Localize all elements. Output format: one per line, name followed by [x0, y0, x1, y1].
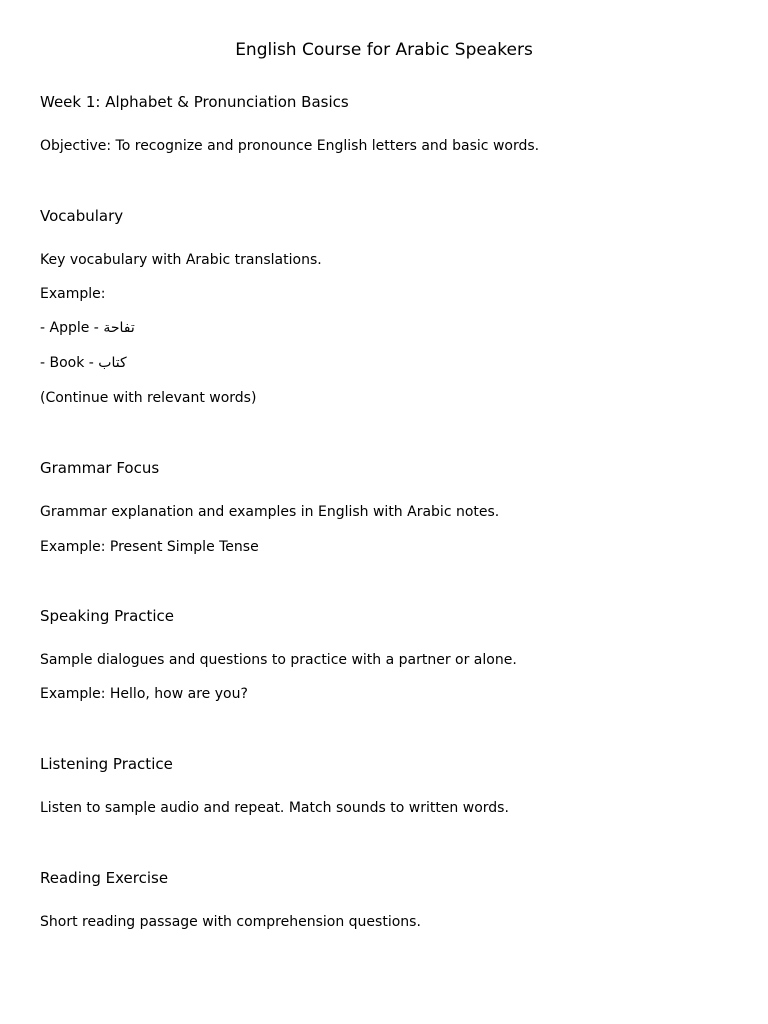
vocabulary-item-arabic: كتاب	[98, 355, 127, 371]
vocabulary-item-english: - Book -	[40, 355, 99, 371]
document-title: English Course for Arabic Speakers	[235, 40, 533, 60]
vocabulary-item-arabic: تفاحة	[103, 320, 135, 336]
grammar-intro: Grammar explanation and examples in English with Arabic notes.	[40, 504, 500, 520]
objective-text: Objective: To recognize and pronounce English letters and basic words.	[40, 138, 540, 154]
vocabulary-note: (Continue with relevant words)	[40, 390, 257, 406]
listening-intro: Listen to sample audio and repeat. Match sounds to written words.	[40, 800, 509, 816]
speaking-example: Example: Hello, how are you?	[40, 686, 248, 702]
speaking-intro: Sample dialogues and questions to practice with a partner or alone.	[40, 652, 517, 668]
reading-heading: Reading Exercise	[40, 869, 169, 887]
grammar-heading: Grammar Focus	[40, 459, 160, 477]
vocabulary-heading: Vocabulary	[40, 207, 124, 225]
listening-heading: Listening Practice	[40, 755, 173, 773]
vocabulary-item-english: - Apple -	[40, 320, 104, 336]
vocabulary-intro: Key vocabulary with Arabic translations.	[40, 252, 322, 268]
speaking-heading: Speaking Practice	[40, 607, 175, 625]
week-heading: Week 1: Alphabet & Pronunciation Basics	[40, 93, 349, 111]
vocabulary-example-label: Example:	[40, 286, 106, 302]
reading-intro: Short reading passage with comprehension questions.	[40, 914, 421, 930]
grammar-example: Example: Present Simple Tense	[40, 539, 259, 555]
vocabulary-item-apple	[40, 319, 135, 337]
vocabulary-item-book	[40, 354, 127, 372]
